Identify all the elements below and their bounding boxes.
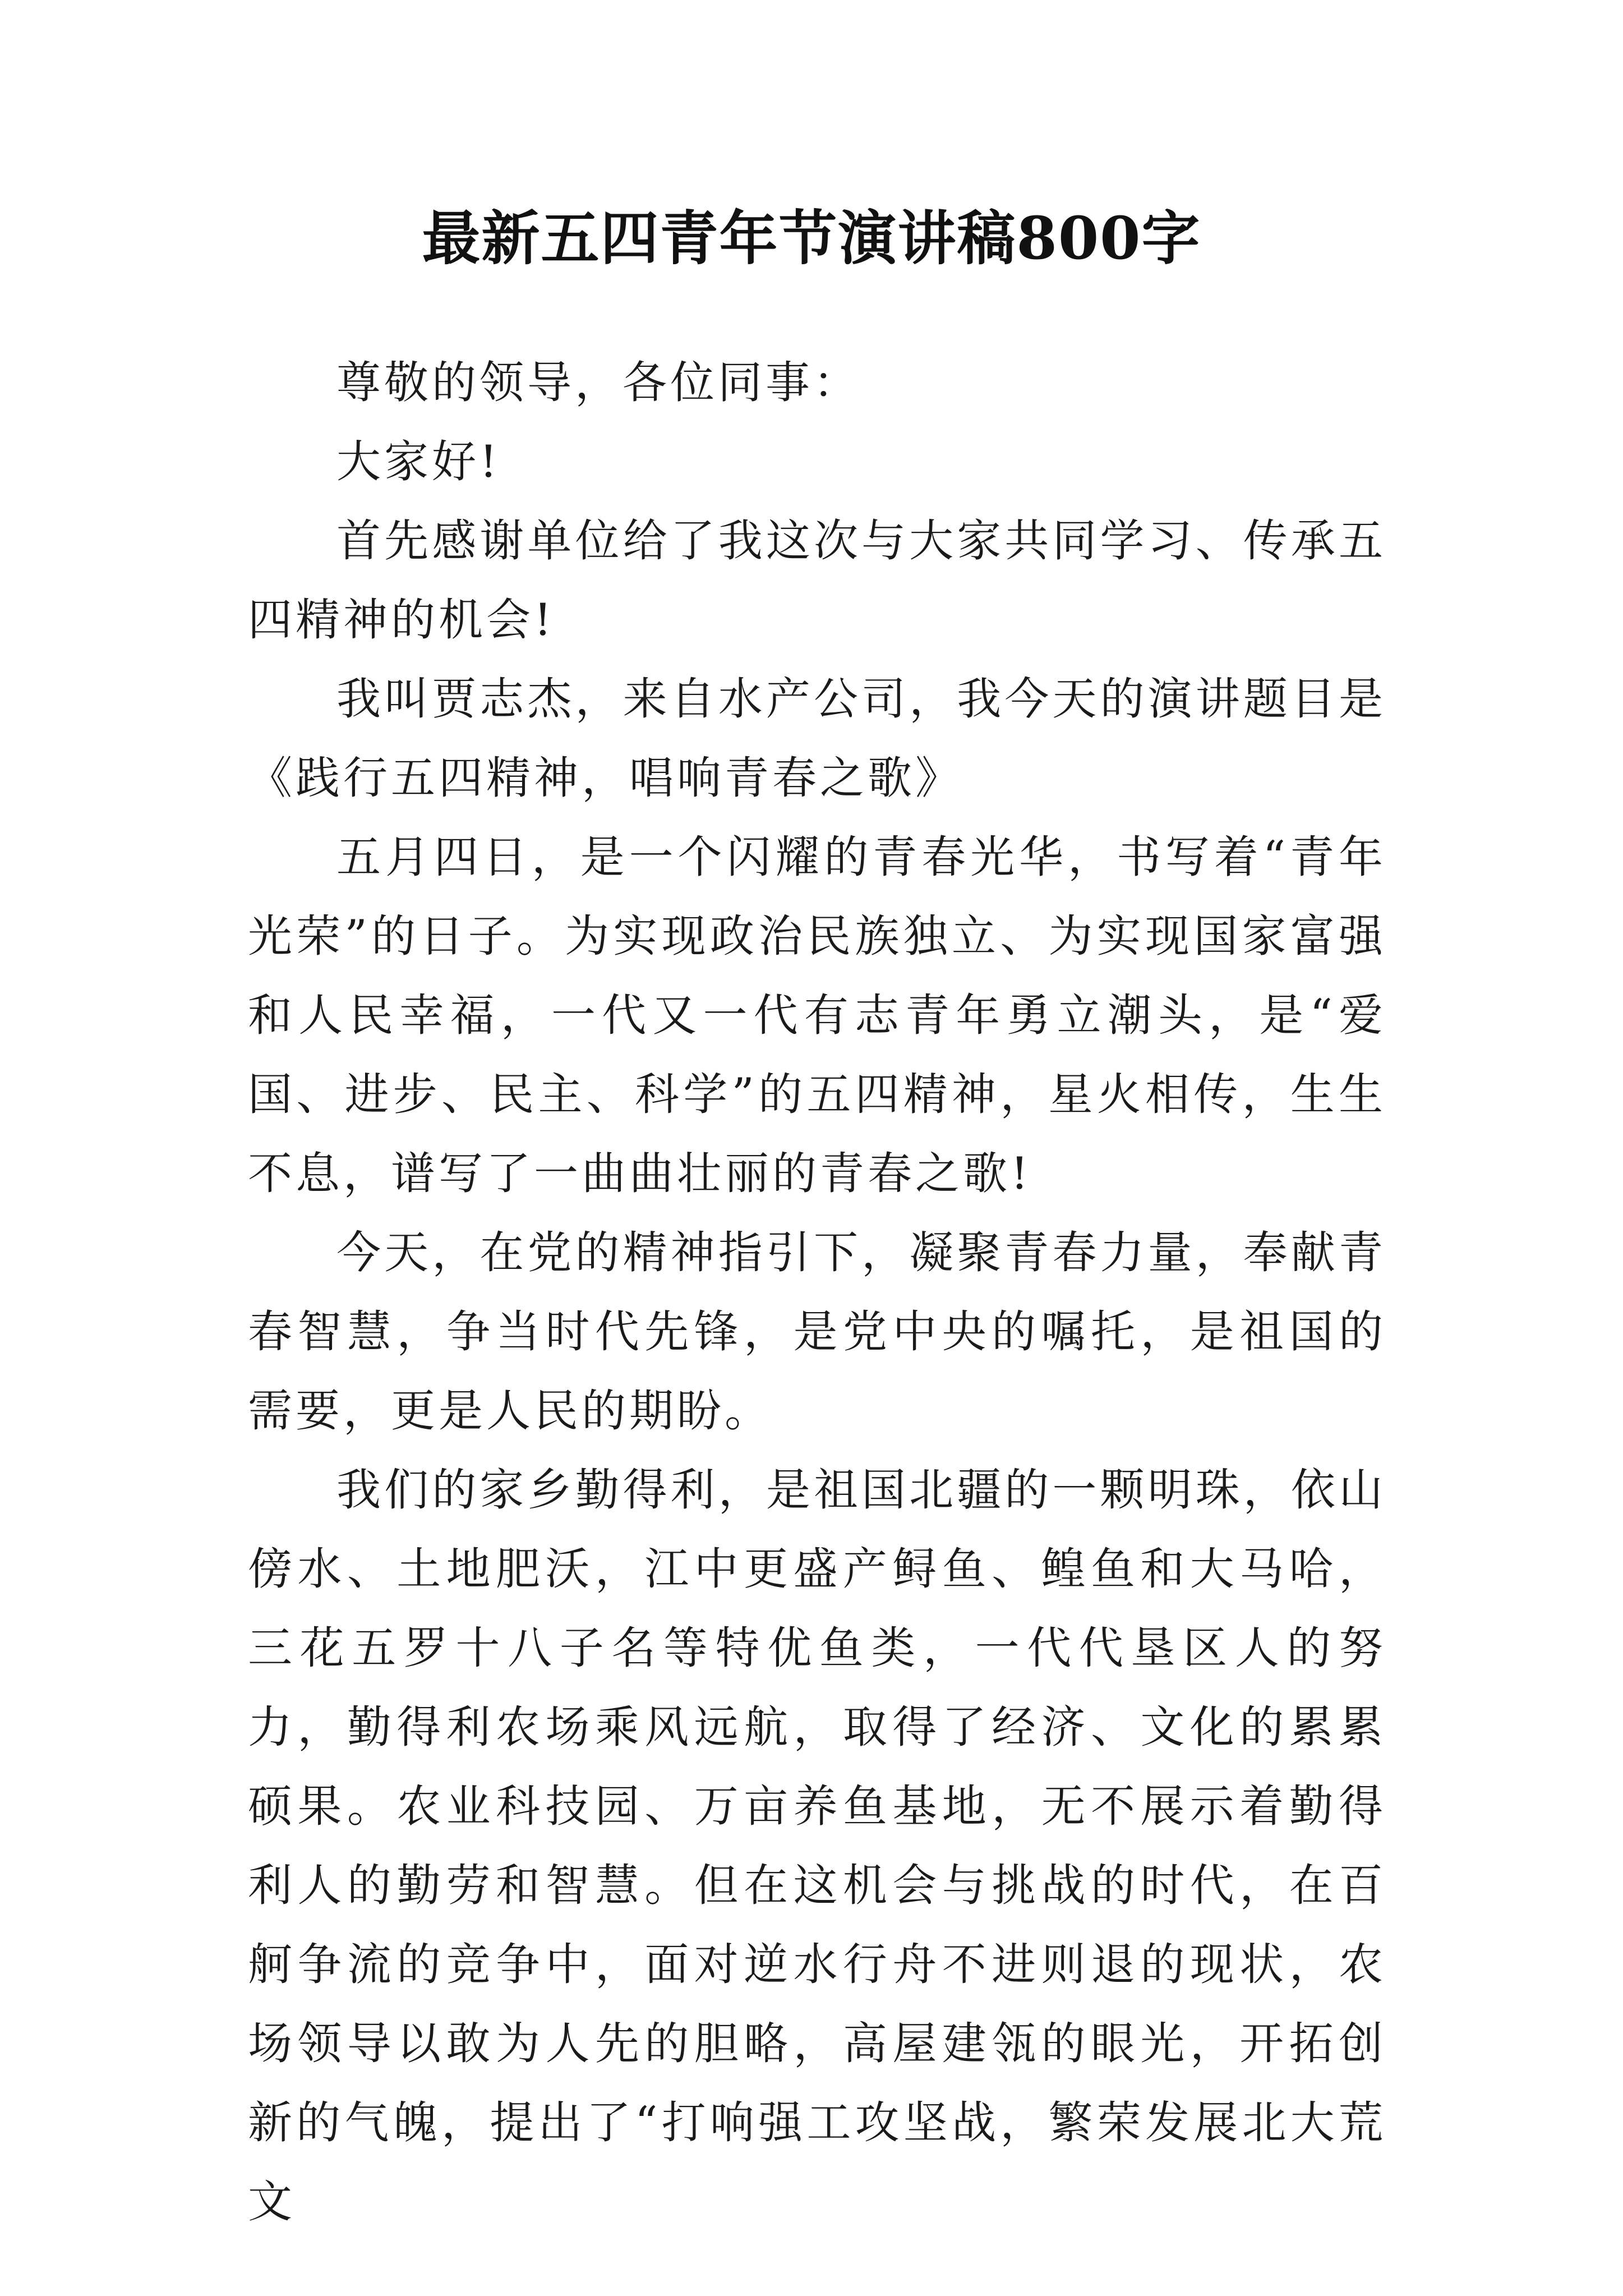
paragraph-hometown: 我们的家乡勤得利，是祖国北疆的一颗明珠，依山傍水、土地肥沃，江中更盛产鲟鱼、鳇鱼和大马哈，三花五罗十八子名等特优鱼类，一代代垦区人的努力，勤得利农场乘风远航，取得了经济、文化的累累硕果。农业科技园、万亩养鱼基地，无不展示着勤得利人的勤劳和智慧。但在这机会与挑战的时代，在百舸争流的竞争中，面对逆水行舟不进则退的现状，农场领导以敢为人先的胆略，高屋建瓴的眼光，开拓创新的气魄，提出了“打响强工攻坚战，繁荣发展北大荒文	[248, 1464, 1386, 2228]
paragraph-today: 今天，在党的精神指引下，凝聚青春力量，奉献青春智慧，争当时代先锋，是党中央的嘱托，是祖国的需要，更是人民的期盼。	[248, 1227, 1386, 1437]
paragraph-introduction: 我叫贾志杰，来自水产公司，我今天的演讲题目是《践行五四精神，唱响青春之歌》	[248, 673, 1386, 804]
paragraph-may-fourth: 五月四日，是一个闪耀的青春光华，书写着“青年光荣”的日子。为实现政治民族独立、为实现国家富强和人民幸福，一代又一代有志青年勇立潮头，是“爱国、进步、民主、科学”的五四精神，星火相传，生生不息，谱写了一曲曲壮丽的青春之歌!	[248, 831, 1386, 1199]
paragraph-greeting: 大家好!	[336, 436, 501, 487]
document-title: 最新五四青年节演讲稿800字	[422, 204, 1201, 273]
paragraph-salutation: 尊敬的领导，各位同事：	[336, 357, 861, 408]
paragraph-thanks: 首先感谢单位给了我这次与大家共同学习、传承五四精神的机会!	[248, 515, 1386, 646]
document-body	[248, 343, 1386, 2242]
